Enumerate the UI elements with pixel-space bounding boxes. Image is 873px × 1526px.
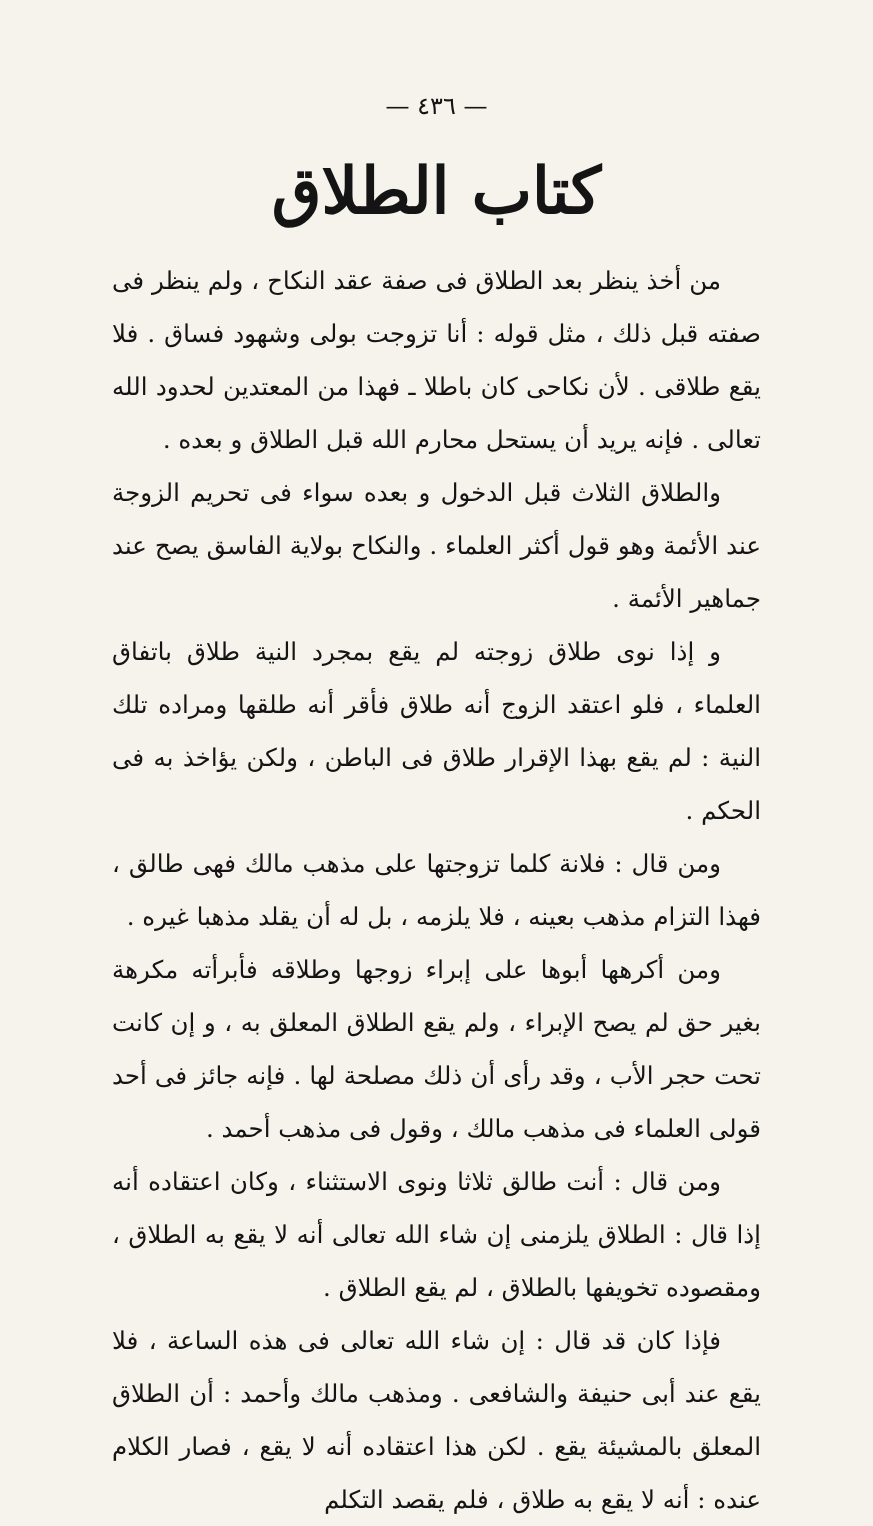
chapter-title: كتاب الطلاق (271, 154, 602, 229)
paragraph-6: ومن قال : أنت طالق ثلاثا ونوى الاستثناء ، وكان اعتقاده أنه إذا قال : الطلاق يلزمنى إن شاء الله تعالى أنه لا يقع به الطلاق ، ومقصوده تخويفها بالطلاق ، لم يقع الطلاق . (112, 1167, 761, 1302)
paragraph-4: ومن قال : فلانة كلما تزوجتها على مذهب مالك فهى طالق ، فهذا التزام مذهب بعينه ، فلا يلزمه ، بل له أن يقلد مذهبا غيره . (112, 849, 761, 931)
page-number: — ٤٣٦ — (385, 92, 488, 120)
paragraph-5: ومن أكرهها أبوها على إبراء زوجها وطلاقه فأبرأته مكرهة بغير حق لم يصح الإبراء ، ولم يقع الطلاق المعلق به ، و إن كانت تحت حجر الأب ، وقد رأى أن ذلك مصلحة لها . فإنه جائز فى أحد قولى العلماء فى مذهب مالك ، وقول فى مذهب أحمد . (112, 955, 761, 1143)
paragraph-3: و إذا نوى طلاق زوجته لم يقع بمجرد النية طلاق باتفاق العلماء ، فلو اعتقد الزوج أنه طلاق فأقر أنه طلقها ومراده تلك النية : لم يقع بهذا الإقرار طلاق فى الباطن ، ولكن يؤاخذ به فى الحكم . (112, 637, 761, 825)
paragraph-1: من أخذ ينظر بعد الطلاق فى صفة عقد النكاح ، ولم ينظر فى صفته قبل ذلك ، مثل قوله : أنا تزوجت بولى وشهود فساق . فلا يقع طلاقى . لأن نكاحى كان باطلا ـ فهذا من المعتدين لحدود الله تعالى . فإنه يريد أن يستحل محارم الله قبل الطلاق و بعده . (112, 266, 761, 454)
paragraph-2: والطلاق الثلاث قبل الدخول و بعده سواء فى تحريم الزوجة عند الأئمة وهو قول أكثر العلماء . والنكاح بولاية الفاسق يصح عند جماهير الأئمة . (112, 478, 761, 613)
paragraph-7: فإذا كان قد قال : إن شاء الله تعالى فى هذه الساعة ، فلا يقع عند أبى حنيفة والشافعى . ومذهب مالك وأحمد : أن الطلاق المعلق بالمشيئة يقع . لكن هذا اعتقاده أنه لا يقع ، فصار الكلام عنده : أنه لا يقع به طلاق ، فلم يقصد التكلم (112, 1326, 761, 1514)
chapter-body (112, 254, 761, 1526)
